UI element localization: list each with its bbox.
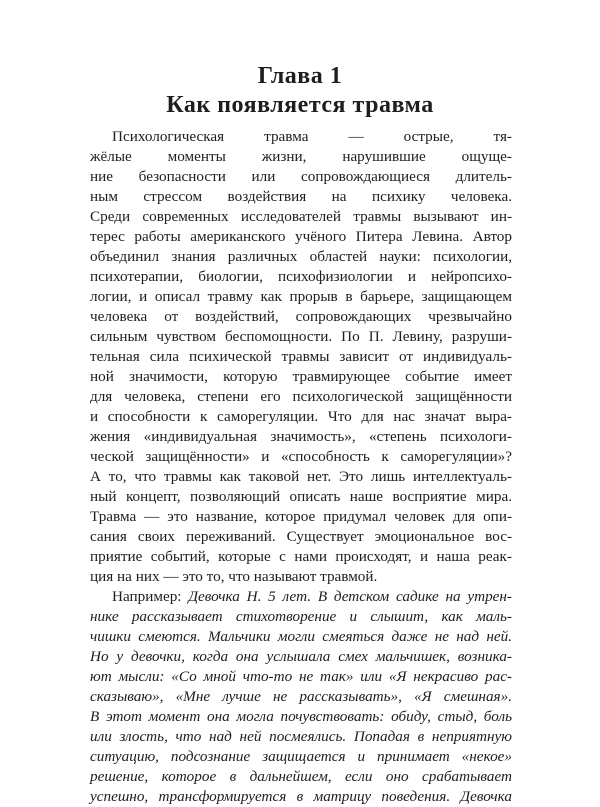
text-line: ной значимости, которую травмирующее событие имеет [90,368,512,385]
text-line: В этот момент она могла почувствовать: обиду, стыд, боль [90,708,512,725]
text-line: Травма — это название, которое придумал человек для опи- [90,508,512,525]
body-text [90,127,512,807]
text-line: Среди современных исследователей травмы вызывают ин- [90,208,512,225]
text-line: успешно, трансформируется в матрицу поведения. Девочка [90,788,512,805]
text-line: ция на них — это то, что называют травмой. [90,568,378,585]
text-line: и способности к саморегуляции. Что для нас значат выра- [90,408,512,425]
example-italic-start: Девочка Н. 5 лет. В детском садике на утрен- [188,588,512,605]
text-line: приятие событий, которые с нами происходят, и наша реак- [90,548,512,565]
chapter-header [0,62,600,119]
text-line: А то, что травмы как таковой нет. Это лишь интеллектуаль- [90,468,512,485]
paragraph-1 [90,127,512,587]
text-line: сания своих переживаний. Существует эмоциональное вос- [90,528,512,545]
text-line: Но у девочки, когда она услышала смех мальчишек, возника- [90,648,512,665]
text-line: ют мысли: «Со мной что-то не так» или «Я некрасиво рас- [90,668,512,685]
text-line: ческой защищённости» и «способность к саморегуляции»? [90,448,512,465]
paragraph-2 [90,587,512,807]
text-line: ситуацию, подсознание защищается и принимает «некое» [90,748,512,765]
text-line: ние безопасности или сопровождающиеся длитель- [90,168,512,185]
text-line: сильным чувством беспомощности. По П. Левину, разруши- [90,328,512,345]
text-line: человека от воздействий, сопровождающих чрезвычайно [90,308,512,325]
text-line [90,587,512,607]
text-line: тельная сила психической травмы зависит от индивидуаль- [90,348,512,365]
text-line: ный концепт, позволяющий описать наше восприятие мира. [90,488,512,505]
text-line: сказываю», «Мне лучше не рассказывать», «Я смешная». [90,688,512,705]
text-line: ным стрессом воздействия на психику человека. [90,188,512,205]
text-line: психотерапии, биологии, психофизиологии и нейропсихо- [90,268,512,285]
chapter-title: Как появляется травма [166,92,434,118]
text-line: или злость, что над ней посмеялись. Попадая в неприятную [90,728,512,745]
text-line: логии, и описал травму как прорыв в барьере, защищающем [90,288,512,305]
example-lead: Например: [112,588,189,605]
text-line: для человека, степени его психологической защищённости [90,388,512,405]
text-line: чишки смеются. Мальчики могли смеяться даже не над ней. [90,628,512,645]
text-line: решение, которое в дальнейшем, если оно срабатывает [90,768,512,785]
text-line: нике рассказывает стихотворение и слышит, как маль- [90,608,512,625]
text-line: жения «индивидуальная значимость», «степень психологи- [90,428,512,445]
chapter-number: Глава 1 [257,63,343,89]
text-line: жёлые моменты жизни, нарушившие ощуще- [90,148,512,165]
text-line: терес работы американского учёного Питера Левина. Автор [90,228,512,245]
text-line: Психологическая травма — острые, тя- [112,128,512,145]
text-line: объединил знания различных областей науки: психологии, [90,248,512,265]
